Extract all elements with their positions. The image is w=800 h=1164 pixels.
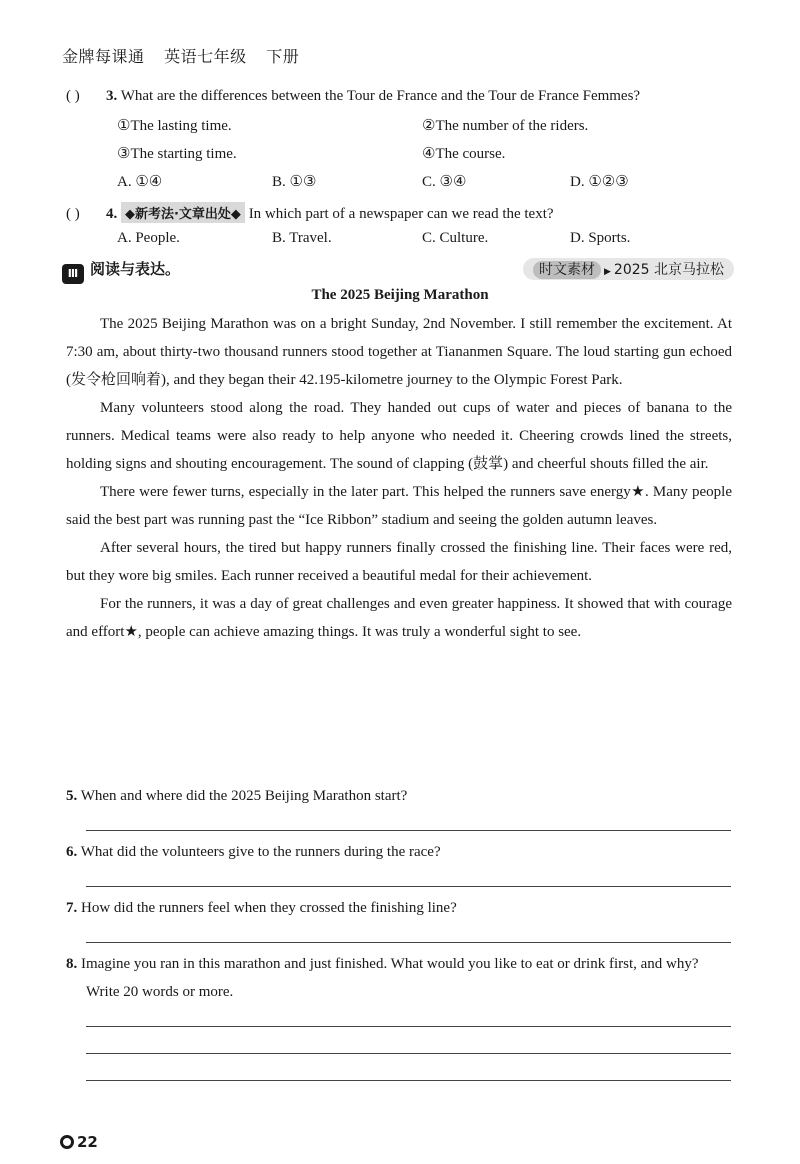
paragraph-4: After several hours, the tired but happy runners finally crossed the finishing line. Their faces were red, but they wore big smiles. Each runner received a beautiful medal for their achievement. [66,540,732,584]
book-subject: 英语七年级 [164,47,247,66]
source-topic: 2025 北京马拉松 [613,262,724,278]
question-number: 3. [106,88,118,104]
source-label: 时文素材 [533,261,601,279]
option-d[interactable]: D. Sports. [570,230,631,246]
paragraph-5: For the runners, it was a day of great challenges and even greater happiness. It showed that with courage and effort★, people can achieve amazing things. It was truly a wonderful sight to see. [66,596,732,640]
item-1: ①The lasting time. [117,118,232,134]
passage-body [66,310,732,646]
option-a[interactable]: A. ①④ [117,174,163,190]
section-heading [62,258,180,284]
book-volume: 下册 [266,47,300,66]
gear-icon [60,1135,74,1149]
source-tag [523,258,734,280]
question-4 [66,202,554,223]
question-text: When and where did the 2025 Beijing Marathon start? [80,788,408,804]
option-b[interactable]: B. ①③ [272,174,317,190]
item-4: ④The course. [422,146,506,162]
page-number-value: 22 [77,1133,98,1151]
answer-line[interactable] [86,886,731,887]
triangle-right-icon: ▶ [603,267,611,277]
question-number: 6. [66,844,78,860]
page-number [60,1133,98,1151]
option-a[interactable]: A. People. [117,230,180,246]
answer-line[interactable] [86,942,731,943]
question-number: 4. [106,206,118,222]
question-number: 7. [66,900,78,916]
question-7 [66,894,732,922]
option-d[interactable]: D. ①②③ [570,174,629,190]
section-number-badge: Ⅲ [62,264,84,284]
option-c[interactable]: C. Culture. [422,230,489,246]
answer-bracket[interactable]: ( ) [66,206,80,222]
answer-line[interactable] [86,1026,731,1027]
answer-line[interactable] [86,1080,731,1081]
question-3 [66,88,640,105]
book-name: 金牌每课通 [62,47,145,66]
question-text: How did the runners feel when they crossed the finishing line? [81,900,457,916]
item-3: ③The starting time. [117,146,237,162]
answer-line[interactable] [86,830,731,831]
paragraph-3: There were fewer turns, especially in the later part. This helped the runners save energy★. Many people said the best part was running past the “Ice Ribbon” stadium and seeing the golden autumn leaves. [66,484,732,528]
question-number: 5. [66,788,78,804]
question-text: Imagine you ran in this marathon and just finished. What would you like to eat or drink first, and why? Write 20 words or more. [81,956,699,1000]
answer-bracket[interactable]: ( ) [66,88,80,104]
paragraph-2: Many volunteers stood along the road. They handed out cups of water and pieces of banana to the runners. Medical teams were also ready to help anyone who needed it. Cheering crowds lined the streets, holding signs and shouting encouragement. The sound of clapping (鼓掌) and cheerful shouts filled the air. [66,400,732,472]
option-c[interactable]: C. ③④ [422,174,467,190]
new-exam-tag: ◆新考法·文章出处◆ [121,202,245,223]
question-text: What did the volunteers give to the runners during the race? [80,844,441,860]
option-b[interactable]: B. Travel. [272,230,332,246]
question-5 [66,782,732,810]
question-text: In which part of a newspaper can we read the text? [248,206,554,222]
paragraph-1: The 2025 Beijing Marathon was on a bright Sunday, 2nd November. I still remember the excitement. At 7:30 am, about thirty-two thousand runners stood together at Tiananmen Square. The loud starting gun echoed (发令枪回响着), and they began their 42.195-kilometre journey to the Olympic Forest Park. [66,316,732,388]
question-6 [66,838,732,866]
question-8 [66,950,732,1006]
section-title: 阅读与表达。 [90,260,181,278]
item-2: ②The number of the riders. [422,118,589,134]
question-number: 8. [66,956,78,972]
book-header [62,44,313,67]
passage-title: The 2025 Beijing Marathon [311,287,489,303]
answer-line[interactable] [86,1053,731,1054]
question-text: What are the differences between the Tour de France and the Tour de France Femmes? [120,88,641,104]
